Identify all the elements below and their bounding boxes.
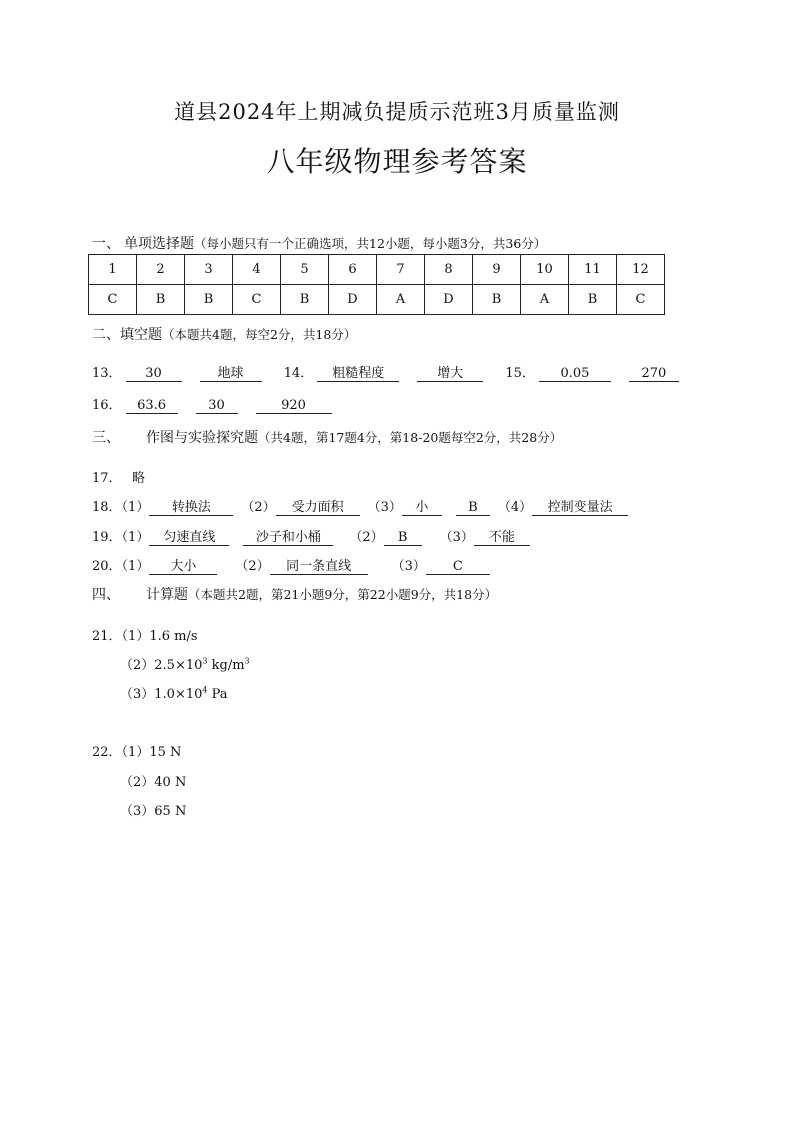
table-cell: C xyxy=(617,285,665,315)
question-label: 17． xyxy=(92,471,122,486)
answer-line-17 xyxy=(92,467,145,486)
part-label: （3） xyxy=(367,500,402,515)
question-label: 15． xyxy=(505,366,535,381)
answer-text: 40 N xyxy=(154,775,187,790)
part-label: （1） xyxy=(121,530,150,545)
section1-header xyxy=(92,233,546,253)
question-label: 14． xyxy=(283,366,314,381)
answer-blank: 小 xyxy=(402,500,442,516)
section2-header xyxy=(92,324,356,344)
part-label: （1） xyxy=(121,559,150,574)
table-cell: 8 xyxy=(425,255,473,285)
answer-line-21-1 xyxy=(92,625,198,644)
answer-blank: 大小 xyxy=(149,559,217,575)
question-label: 16． xyxy=(92,398,122,413)
part-label: （3） xyxy=(120,804,155,819)
exponent: 3 xyxy=(202,656,208,666)
exponent: 4 xyxy=(202,685,208,695)
table-cell: B xyxy=(473,285,521,315)
table-cell: A xyxy=(377,285,425,315)
question-label: 19． xyxy=(92,530,122,545)
answer-line-19 xyxy=(92,526,548,546)
table-cell: 3 xyxy=(185,255,233,285)
question-label: 22． xyxy=(92,745,122,760)
answer-line-22-3 xyxy=(120,800,186,819)
answer-line-21-3 xyxy=(120,683,228,702)
answer-blank: 增大 xyxy=(417,366,483,382)
question-label: 21． xyxy=(92,629,122,644)
answer-line-22-2 xyxy=(120,771,186,790)
section4-number: 四、 xyxy=(92,587,120,603)
answer-text: 略 xyxy=(132,471,146,486)
part-label: （3） xyxy=(391,559,426,574)
table-cell: 11 xyxy=(569,255,617,285)
section3-header xyxy=(92,427,562,447)
answer-blank: 匀速直线 xyxy=(149,530,229,546)
part-label: （2） xyxy=(120,658,155,673)
table-cell: 4 xyxy=(233,255,281,285)
section2-title: 二、填空题 xyxy=(92,327,162,343)
section3-title: 作图与实验探究题 xyxy=(146,430,258,446)
table-cell: B xyxy=(281,285,329,315)
unit-text: Pa xyxy=(207,687,228,702)
answer-blank: C xyxy=(426,559,490,575)
table-cell: 2 xyxy=(137,255,185,285)
section4-title: 计算题 xyxy=(146,587,188,603)
table-cell: 12 xyxy=(617,255,665,285)
answer-blank: 920 xyxy=(256,398,332,414)
answer-line-18 xyxy=(92,496,646,516)
section1-title: 单项选择题 xyxy=(124,236,194,252)
answer-blank: 沙子和小桶 xyxy=(243,530,333,546)
answer-blank: 0.05 xyxy=(539,366,611,382)
table-cell: D xyxy=(329,285,377,315)
part-label: （2） xyxy=(120,775,155,790)
table-row-question-numbers xyxy=(89,255,665,285)
section1-number: 一、 xyxy=(92,236,120,252)
answer-line-21-2 xyxy=(120,654,250,673)
answer-blank: B xyxy=(456,500,490,516)
unit-text: kg/m xyxy=(207,658,245,673)
answer-blank: 地球 xyxy=(200,366,262,382)
part-label: （4） xyxy=(497,500,533,515)
answer-blank: 30 xyxy=(196,398,238,414)
part-label: （1） xyxy=(121,629,150,644)
answer-blank: 转换法 xyxy=(149,500,233,516)
answer-text: 1.6 m/s xyxy=(149,629,198,644)
table-cell: 9 xyxy=(473,255,521,285)
table-cell: B xyxy=(185,285,233,315)
choice-answer-table xyxy=(88,254,665,315)
table-cell: D xyxy=(425,285,473,315)
table-cell: A xyxy=(521,285,569,315)
part-label: （3） xyxy=(120,687,155,702)
part-label: （2） xyxy=(349,530,384,545)
answer-text: 2.5×10 xyxy=(154,658,203,673)
answer-blank: 控制变量法 xyxy=(532,500,628,516)
section3-note: （共4题，第17题4分，第18-20题每空2分，共28分） xyxy=(258,430,563,445)
answer-text: 65 N xyxy=(154,804,187,819)
question-label: 13． xyxy=(92,366,122,381)
exponent: 3 xyxy=(244,656,250,666)
answer-text: 1.0×10 xyxy=(154,687,203,702)
answer-blank: 63.6 xyxy=(126,398,178,414)
answer-text: 15 N xyxy=(149,745,182,760)
section4-note: （本题共2题，第21小题9分，第22小题9分，共18分） xyxy=(188,587,498,602)
part-label: （1） xyxy=(121,500,150,515)
section2-note: （本题共4题，每空2分，共18分） xyxy=(162,327,357,342)
section3-number: 三、 xyxy=(92,430,120,446)
answer-blank: 受力面积 xyxy=(276,500,360,516)
part-label: （3） xyxy=(439,530,474,545)
answer-blank: 30 xyxy=(126,366,182,382)
answer-line-20 xyxy=(92,555,508,575)
answer-line-16 xyxy=(92,394,350,414)
section4-header xyxy=(92,584,497,604)
answer-blank: 同一条直线 xyxy=(270,559,368,575)
part-label: （1） xyxy=(121,745,150,760)
question-label: 20． xyxy=(92,559,122,574)
part-label: （2） xyxy=(241,500,276,515)
table-cell: 6 xyxy=(329,255,377,285)
answer-blank: B xyxy=(384,530,422,546)
table-cell: C xyxy=(89,285,137,315)
table-cell: B xyxy=(569,285,617,315)
table-cell: C xyxy=(233,285,281,315)
part-label: （2） xyxy=(235,559,270,574)
answer-key-title: 八年级物理参考答案 xyxy=(266,145,528,178)
section1-note: （每小题只有一个正确选项，共12小题，每小题3分，共36分） xyxy=(194,236,547,251)
table-cell: B xyxy=(137,285,185,315)
answer-line-13-15 xyxy=(92,362,697,382)
question-label: 18． xyxy=(92,500,122,515)
answer-blank: 粗糙程度 xyxy=(317,366,399,382)
answer-line-22-1 xyxy=(92,741,181,760)
answer-blank: 270 xyxy=(629,366,679,382)
exam-title: 道县2024年上期减负提质示范班3月质量监测 xyxy=(174,100,620,124)
table-cell: 10 xyxy=(521,255,569,285)
table-cell: 5 xyxy=(281,255,329,285)
table-row-answers xyxy=(89,285,665,315)
answer-blank: 不能 xyxy=(474,530,530,546)
table-cell: 7 xyxy=(377,255,425,285)
table-cell: 1 xyxy=(89,255,137,285)
